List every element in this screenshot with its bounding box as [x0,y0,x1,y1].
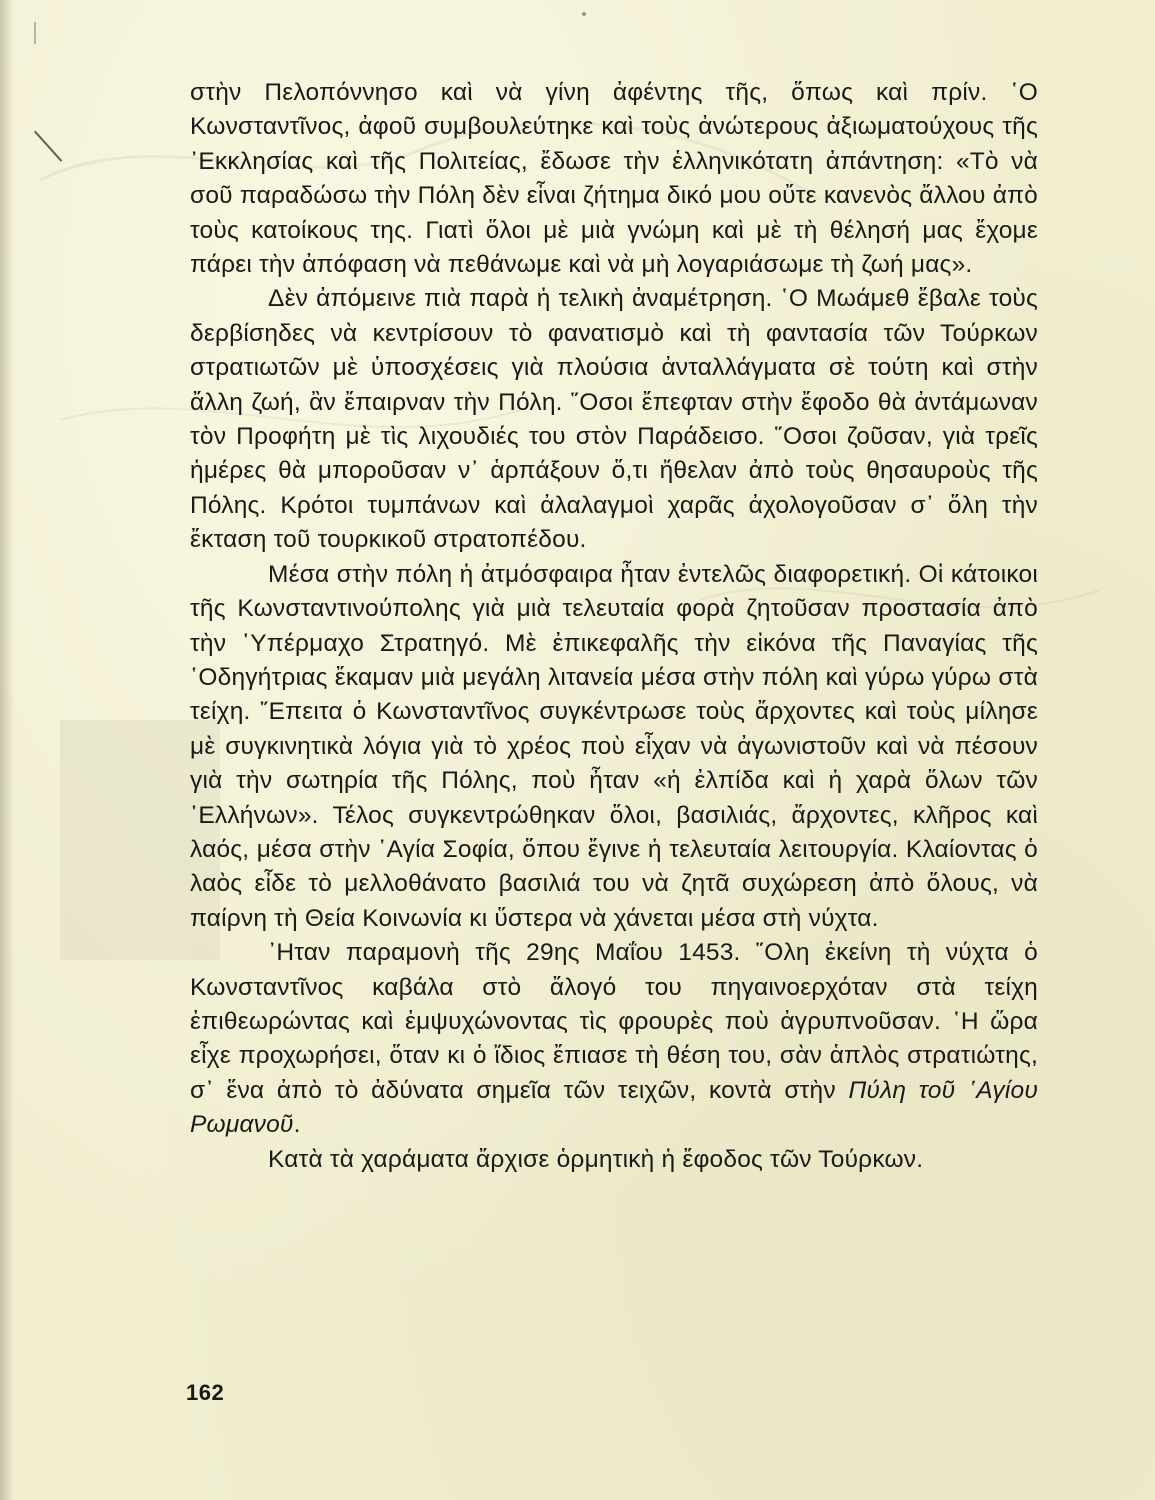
margin-tick [34,22,36,44]
scan-speck [582,12,586,16]
gate-name-italic: Πύλη τοῦ ῾Αγίου Ρωμανοῦ [190,1076,1038,1139]
paragraph-5: Κατὰ τὰ χαράματα ἄρχισε ὁρμητικὴ ἡ ἔφοδος τῶν Τούρκων. [268,1145,924,1173]
paragraph-4-end: . [293,1111,301,1139]
body-text [190,76,1038,1177]
paragraph-3: Μέσα στὴν πόλη ἡ ἀτμόσφαιρα ἦταν ἐντελῶς διαφορετική. Οἱ κάτοικοι τῆς Κωνσταντινούπολης γιὰ μιὰ τελευταία φορὰ ζητοῦσαν προστασία ἀπὸ τὴν ῾Υπέρμαχο Στρατηγό. Μὲ ἐπικεφαλῆς τὴν εἰκόνα τῆς Παναγίας τῆς ῾Οδηγήτριας ἔκαμαν μιὰ μεγάλη λιτανεία μέσα στὴν πόλη καὶ γύρω γύρω στὰ τείχη. ῎Επειτα ὁ Κωνσταντῖνος συγκέντρωσε τοὺς ἄρχοντες καὶ τοὺς μίλησε μὲ συγκινητικὰ λόγια γιὰ τὸ χρέος ποὺ εἶχαν νὰ ἀγωνιστοῦν καὶ νὰ πέσουν γιὰ τὴν σωτηρία τῆς Πόλης, ποὺ ἦταν «ἡ ἐλπίδα καὶ ἡ χαρὰ ὅλων τῶν ῾Ελλήνων». Τέλος συγκεντρώθηκαν ὅλοι, βασιλιάς, ἄρχοντες, κλῆρος καὶ λαός, μέσα στὴν ῾Αγία Σοφία, ὅπου ἔγινε ἡ τελευταία λειτουργία. Κλαίοντας ὁ λαὸς εἶδε τὸ μελλοθάνατο βασιλιά του νὰ ζητᾶ συχώρεση ἀπὸ ὅλους, νὰ παίρνη τὴ Θεία Κοινωνία κι ὕστερα νὰ χάνεται μέσα στὴ νύχτα. [190,560,1038,932]
paragraph-4 [190,936,1038,1142]
paragraph-2: Δὲν ἀπόμεινε πιὰ παρὰ ἡ τελικὴ ἀναμέτρηση. ῾Ο Μωάμεθ ἔβαλε τοὺς δερβίσηδες νὰ κεντρίσουν τὸ φανατισμὸ καὶ τὴ φαντασία τῶν Τούρκων στρατιωτῶν μὲ ὑποσχέσεις γιὰ πλούσια ἀνταλλάγματα σὲ τούτη καὶ στὴν ἄλλη ζωή, ἂν ἔπαιρναν τὴν Πόλη. ῞Οσοι ἔπεφταν στὴν ἔφοδο θὰ ἀντάμωναν τὸν Προφήτη μὲ τὶς λιχουδιές του στὸν Παράδεισο. ῞Οσοι ζοῦσαν, γιὰ τρεῖς ἡμέρες θὰ μποροῦσαν ν᾿ ἁρπάξουν ὅ,τι ἤθελαν ἀπὸ τοὺς θησαυροὺς τῆς Πόλης. Κρότοι τυμπάνων καὶ ἀλαλαγμοὶ χαρᾶς ἀχολογοῦσαν σ᾿ ὅλη τὴν ἔκταση τοῦ τουρκικοῦ στρατοπέδου. [190,285,1038,554]
page-number: 162 [186,1380,225,1405]
paragraph-4-text: ᾿Ηταν παραμονὴ τῆς 29ης Μαΐου 1453. ῞Ολη ἐκείνη τὴ νύχτα ὁ Κωνσταντῖνος καβάλα στὸ ἄλογό του πηγαινοερχόταν στὰ τείχη ἐπιθεωρώντας καὶ ἐμψυχώνοντας τὶς φρουρὲς ποὺ ἀγρυπνοῦσαν. ῾Η ὥρα εἶχε προχωρήσει, ὅταν κι ὁ ἴδιος ἔπιασε τὴ θέση του, σὰν ἁπλὸς στρατιώτης, σ᾿ ἕνα ἀπὸ τὸ ἀδύνατα σημεῖα τῶν τειχῶν, κοντὰ στὴν [190,939,1038,1104]
paragraph-1: στὴν Πελοπόννησο καὶ νὰ γίνη ἀφέντης τῆς, ὅπως καὶ πρίν. ῾Ο Κωνσταντῖνος, ἀφοῦ συμβουλεύτηκε καὶ τοὺς ἀνώτερους ἀξιωματούχους τῆς ᾿Εκκλησίας καὶ τῆς Πολιτείας, ἔδωσε τὴν ἑλληνικότατη ἀπάντηση: «Τὸ νὰ σοῦ παραδώσω τὴν Πόλη δὲν εἶναι ζήτημα δικό μου οὔτε κανενὸς ἄλλου ἀπὸ τοὺς κατοίκους της. Γιατὶ ὅλοι μὲ μιὰ γνώμη καὶ μὲ τὴ θέλησή μας ἔχομε πάρει τὴν ἀπόφαση νὰ πεθάνωμε καὶ νὰ μὴ λογαριάσωμε τὴ ζωή μας». [190,79,1038,279]
pencil-mark [34,131,62,162]
page-gutter-shadow [0,0,14,1500]
